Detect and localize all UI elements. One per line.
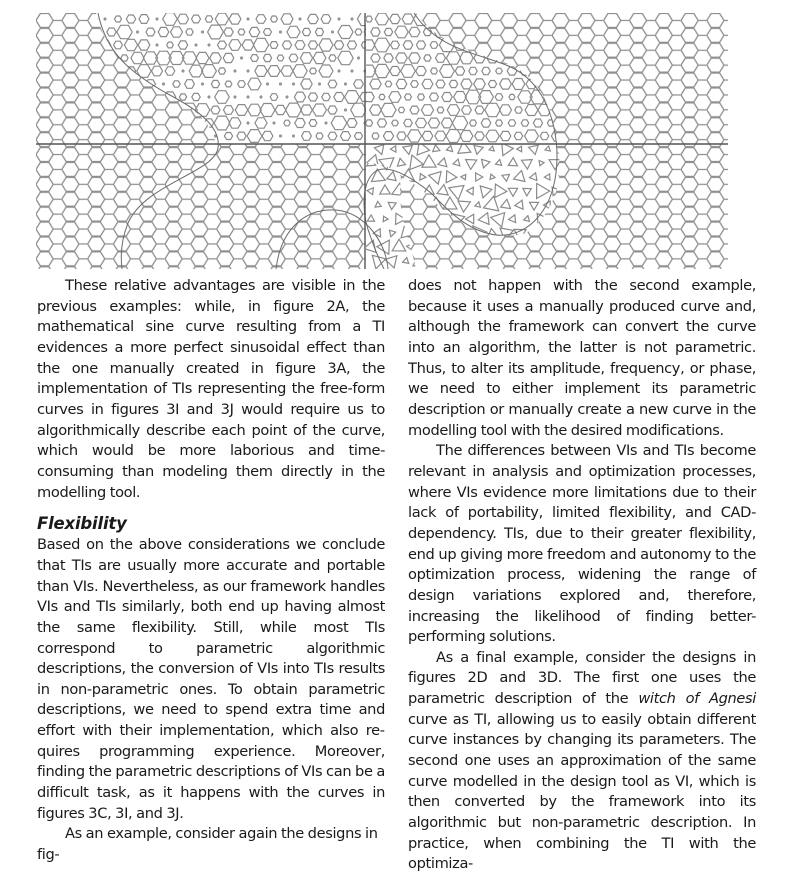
section-heading-flexibility: Flexibility [37,514,127,534]
pattern-figure [36,13,728,269]
right-paragraph-2: The differences between VIs and TIs become relevant in analysis and optimization processes, where VIs evidence more limitations due to their lack of portability, limited flexibility, and CAD-dependency. TIs, due to their greater flexibility, end up giving more freedom and autonomy to the optimization process, widening the range of design variations explored and, therefore, increasing the likelihood of finding better-performing solutions. [408,442,756,646]
left-paragraph-1: These relative advantages are visible in the previous examples: while, in figure 2A, the mathematical sine curve resulting from a TI evidences a more perfect sinusoidal effect than the one manually created in figure 3A, the implementation of TIs representing the free-form curves in figures 3I and 3J would require us to algorithmically describe each point of the curve, which would be more laborious and time-consuming than modeling them directly in the modelling tool. [37,277,385,501]
pattern-figure-graphic [36,13,728,269]
curve-name-italic: witch of Agnesi [638,690,756,708]
right-paragraph-3 [408,648,756,875]
right-paragraph-3-start: As a final example, consider the designs in figures 2D and 3D. The first one uses the parametric description of the [408,648,756,708]
right-paragraph-3-end: curve as TI, allowing us to easily obtain different curve instances by changing its parameters. The second one uses an approximation of the same curve modelled in the design tool as VI, which is then converted by the framework into its algorithmic but non-parametric description. In practice, when combining the TI with the optimiza- [408,710,756,873]
left-paragraph-2: Based on the above considerations we conclude that TIs are usually more accurate and portable than VIs. Nevertheless, as our framework handles VIs and TIs similarly, both end up having almost the same flexibility. Still, while most TIs correspond to parametric algorithmic descriptions, the conversion of VIs into TIs results in non-parametric ones. To obtain parametric descriptions, we need to spend extra time and effort with their implementation, which also requires programming experience. Moreover, finding the parametric descriptions of VIs can be a difficult task, as it happens with the curves in figures 3C, 3I, and 3J. [37,536,385,822]
left-column [37,276,385,866]
left-paragraph-3: As an example, consider again the designs in fig- [37,825,378,864]
right-column [408,276,756,875]
right-paragraph-1: does not happen with the second example, because it uses a manually produced curve and, although the framework can convert the curve into an algorithm, the latter is not parametric. Thus, to alter its amplitude, frequency, or phase, we need to either implement its parametric description or manually create a new curve in the modelling tool with the desired modifications. [408,277,756,439]
